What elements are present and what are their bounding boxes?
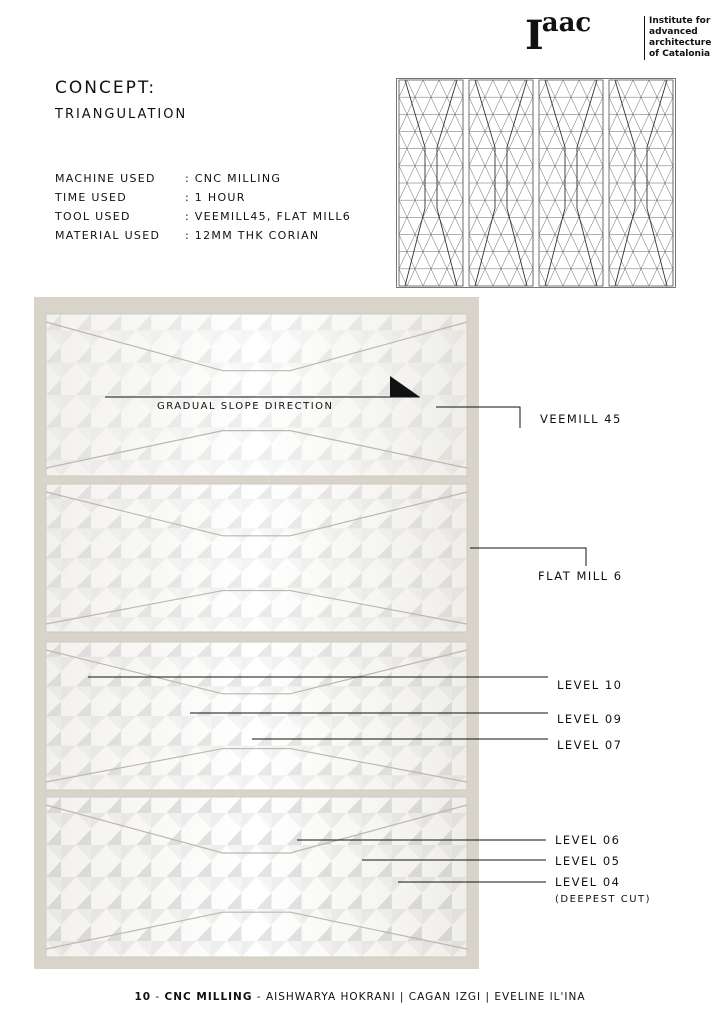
concept-title: CONCEPT:: [55, 78, 157, 98]
concept-subtitle: TRIANGULATION: [55, 107, 188, 122]
institute-line: Institute for: [649, 16, 711, 26]
institute-line: of Catalonia: [649, 49, 711, 59]
level05-label: LEVEL 05: [555, 854, 621, 868]
spec-key: MATERIAL USED: [55, 229, 161, 242]
section-name: CNC MILLING: [164, 991, 253, 1003]
spec-value: : CNC MILLING: [185, 172, 282, 185]
iaac-logo: Iaac: [525, 8, 592, 59]
page-footer: 10 - CNC MILLING - AISHWARYA HOKRANI | CAGAN IZGI | EVELINE IL'INA: [134, 991, 586, 1003]
spec-value: : 1 HOUR: [185, 191, 246, 204]
page-number: 10: [134, 991, 152, 1003]
authors: AISHWARYA HOKRANI | CAGAN IZGI | EVELINE IL'INA: [265, 991, 586, 1003]
institute-line: architecture: [649, 38, 712, 48]
veemill-label: VEEMILL 45: [540, 412, 622, 426]
spec-key: TIME USED: [55, 191, 128, 204]
spec-key: MACHINE USED: [55, 172, 156, 185]
level06-label: LEVEL 06: [555, 833, 621, 847]
level04-label: LEVEL 04: [555, 875, 621, 889]
spec-key: TOOL USED: [55, 210, 131, 223]
deepest-cut-label: (DEEPEST CUT): [555, 894, 652, 905]
institute-line: advanced: [649, 27, 698, 37]
slope-arrow-icon: [390, 376, 420, 397]
spec-value: : 12MM THK CORIAN: [185, 229, 320, 242]
level07-label: LEVEL 07: [557, 738, 623, 752]
slope-direction-label: GRADUAL SLOPE DIRECTION: [157, 401, 334, 412]
level10-label: LEVEL 10: [557, 678, 623, 692]
flatmill-label: FLAT MILL 6: [538, 569, 623, 583]
spec-value: : VEEMILL45, FLAT MILL6: [185, 210, 352, 223]
level09-label: LEVEL 09: [557, 712, 623, 726]
